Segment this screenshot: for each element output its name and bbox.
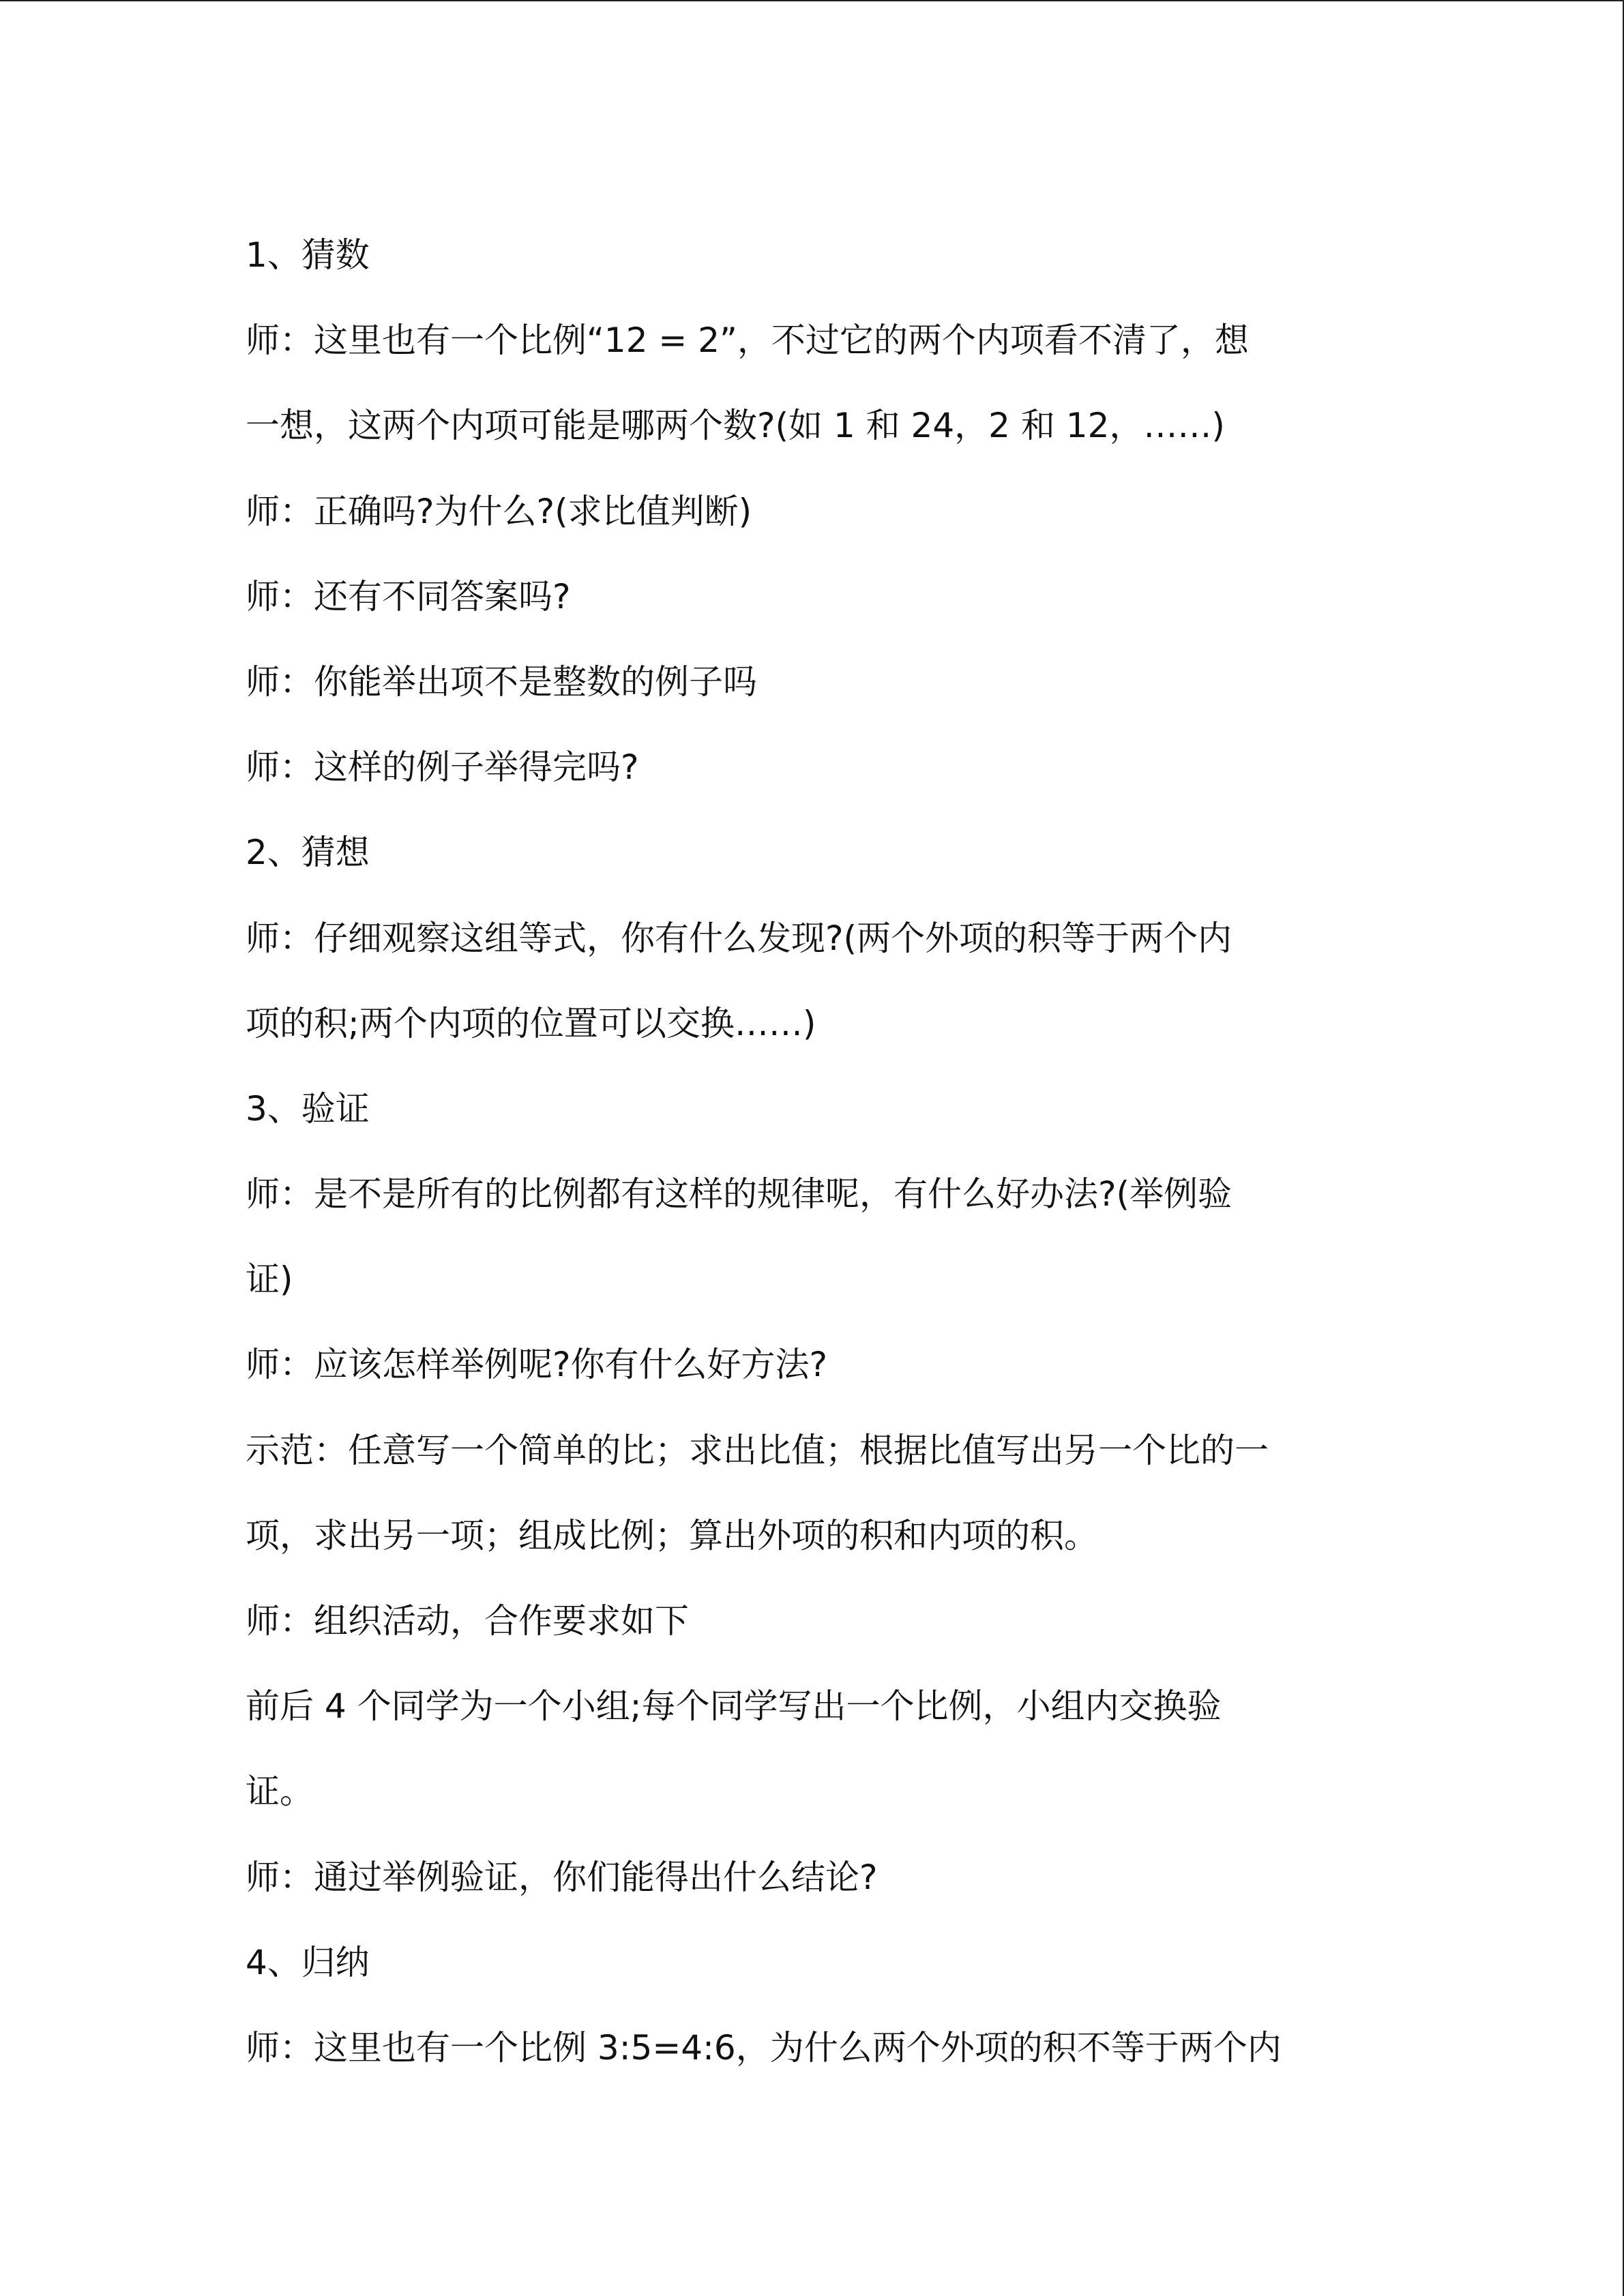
text-line: 师：你能举出项不是整数的例子吗 (246, 661, 757, 702)
section-heading-conjecture: 2、猜想 (246, 833, 370, 873)
text-line: 项的积;两个内项的位置可以交换……) (246, 1003, 816, 1043)
text-line: 证) (246, 1259, 293, 1300)
text-line: 师：还有不同答案吗? (246, 576, 571, 616)
text-line: 示范：任意写一个简单的比；求出比值；根据比值写出另一个比的一 (246, 1430, 1269, 1470)
text-line: 前后 4 个同学为一个小组;每个同学写出一个比例，小组内交换验 (246, 1686, 1222, 1727)
document-body (246, 213, 1391, 2091)
section-heading-verify: 3、验证 (246, 1088, 370, 1129)
text-line: 师：正确吗?为什么?(求比值判断) (246, 491, 752, 531)
text-line: 项，求出另一项；组成比例；算出外项的积和内项的积。 (246, 1515, 1098, 1555)
text-line: 师：通过举例验证，你们能得出什么结论? (246, 1857, 878, 1897)
text-line: 师：这里也有一个比例 3:5=4:6，为什么两个外项的积不等于两个内 (246, 2027, 1282, 2068)
text-line: 一想，这两个内项可能是哪两个数?(如 1 和 24，2 和 12，……) (246, 406, 1225, 446)
section-heading-guess-number: 1、猜数 (246, 235, 370, 275)
text-line: 师：这样的例子举得完吗? (246, 747, 639, 788)
text-line: 师：仔细观察这组等式，你有什么发现?(两个外项的积等于两个内 (246, 918, 1232, 958)
text-line: 师：组织活动，合作要求如下 (246, 1601, 689, 1641)
text-line: 师：这里也有一个比例“12 = 2”，不过它的两个内项看不清了，想 (246, 320, 1249, 361)
section-heading-induction: 4、归纳 (246, 1942, 370, 1982)
text-line: 证。 (246, 1772, 314, 1812)
text-line: 师：是不是所有的比例都有这样的规律呢，有什么好办法?(举例验 (246, 1174, 1232, 1214)
text-line: 师：应该怎样举例呢?你有什么好方法? (246, 1345, 828, 1385)
